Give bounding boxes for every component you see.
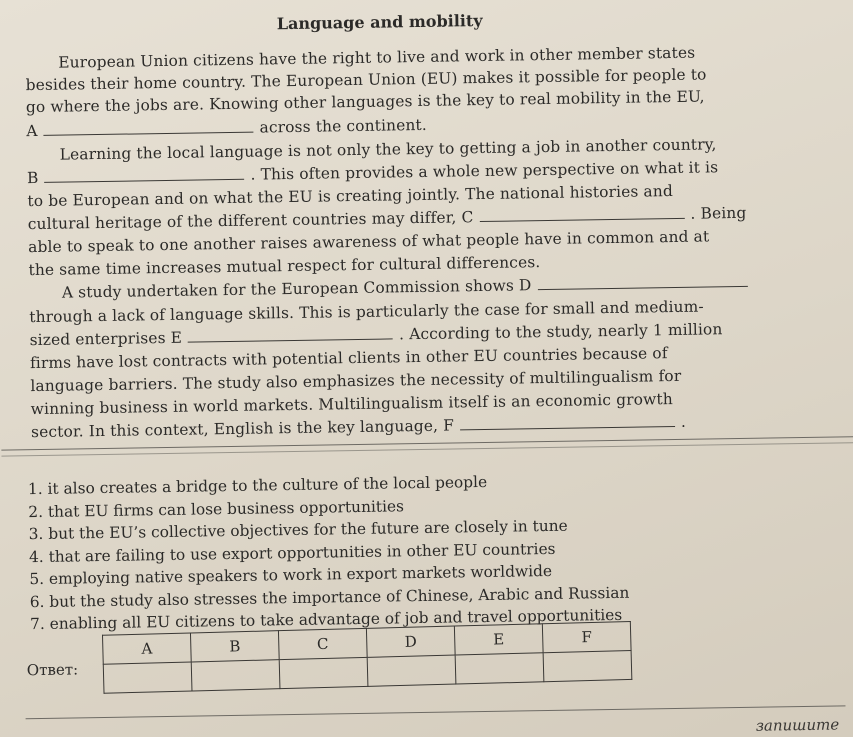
- passage-text-segment: European Union citizens have the right to live and work in other member states: [58, 43, 696, 72]
- passage-line: [28, 253, 540, 279]
- option-item: 5. employing native speakers to work in export markets worldwide: [29, 561, 553, 589]
- option-item: 3. but the EU’s collective objectives for the future are closely in tune: [28, 516, 568, 544]
- passage-text-segment: Learning the local language is not only the key to getting a job in another country,: [59, 135, 717, 164]
- gap-blank[interactable]: [43, 120, 253, 136]
- passage-line: [31, 413, 686, 441]
- passage-text-segment: . This often provides a whole new perspective on what it is: [250, 158, 719, 184]
- gap-blank[interactable]: [44, 167, 244, 183]
- section-divider-secondary: [1, 442, 853, 456]
- option-item: 7. enabling all EU citizens to take advantage of job and travel opportunities: [29, 605, 623, 634]
- passage-text-segment: the same time increases mutual respect for cultural differences.: [28, 253, 541, 280]
- option-item: 6. but the study also stresses the importance of Chinese, Arabic and Russian: [29, 583, 630, 611]
- bottom-divider: [26, 705, 846, 719]
- passage-text-segment: A study undertaken for the European Commission shows D: [61, 276, 532, 302]
- passage-text-segment: . Being: [690, 203, 747, 223]
- answer-table: [102, 621, 632, 694]
- gap-blank[interactable]: [460, 414, 675, 430]
- answer-column-header: B: [190, 631, 279, 662]
- passage-text-segment: cultural heritage of the different countries may differ, C: [27, 208, 474, 234]
- passage-text-segment: sized enterprises E: [29, 328, 183, 350]
- passage-text-segment: firms have lost contracts with potential clients in other EU countries because of: [29, 344, 668, 373]
- gap-blank[interactable]: [537, 274, 747, 290]
- passage-text-segment: language barriers. The study also emphasizes the necessity of multilingualism for: [30, 366, 682, 396]
- passage-text-segment: sector. In this context, English is the key language, F: [30, 416, 455, 442]
- option-item: 2. that EU firms can lose business opportunities: [28, 496, 405, 521]
- footer-fragment: запишите: [755, 715, 840, 735]
- passage-text-segment: to be European and on what the EU is creating jointly. The national histories and: [27, 182, 674, 211]
- answer-column-header: C: [278, 628, 367, 659]
- passage-text-segment: .: [680, 412, 687, 431]
- option-item: 4. that are failing to use export opportunities in other EU countries: [28, 539, 556, 566]
- gap-blank[interactable]: [479, 206, 684, 222]
- passage-text-segment: go where the jobs are. Knowing other languages is the key to real mobility in the EU,: [25, 87, 705, 117]
- gap-blank[interactable]: [188, 326, 393, 342]
- passage-text-segment: A: [26, 121, 38, 141]
- answer-cell[interactable]: [367, 655, 456, 686]
- page-title: Language and mobility: [276, 10, 483, 34]
- answer-cell[interactable]: [455, 653, 544, 684]
- answer-cell[interactable]: [103, 662, 192, 693]
- option-item: 1. it also creates a bridge to the culture of the local people: [27, 472, 488, 499]
- answer-cell[interactable]: [191, 660, 280, 691]
- answer-cell[interactable]: [543, 650, 632, 681]
- passage-text-segment: besides their home country. The European Union (EU) makes it possible for people to: [25, 65, 707, 95]
- answer-cell[interactable]: [279, 657, 368, 688]
- passage-text-segment: through a lack of language skills. This is particularly the case for small and medium-: [29, 297, 704, 327]
- answer-column-header: A: [102, 633, 191, 664]
- passage-line: [62, 273, 754, 302]
- passage-text-segment: B: [26, 168, 39, 188]
- answer-label: Ответ:: [26, 660, 79, 680]
- passage-text-segment: . According to the study, nearly 1 million: [398, 320, 723, 344]
- answer-column-header: D: [366, 626, 455, 657]
- passage-line: [28, 227, 709, 256]
- passage-text-segment: able to speak to one another raises awareness of what people have in common and at: [28, 227, 710, 257]
- answer-column-header: E: [454, 624, 543, 655]
- passage-line: [26, 116, 427, 140]
- answer-column-header: F: [542, 621, 631, 652]
- passage-text-segment: winning business in world markets. Multilingualism itself is an economic growth: [30, 390, 673, 419]
- passage-text-segment: across the continent.: [259, 115, 427, 137]
